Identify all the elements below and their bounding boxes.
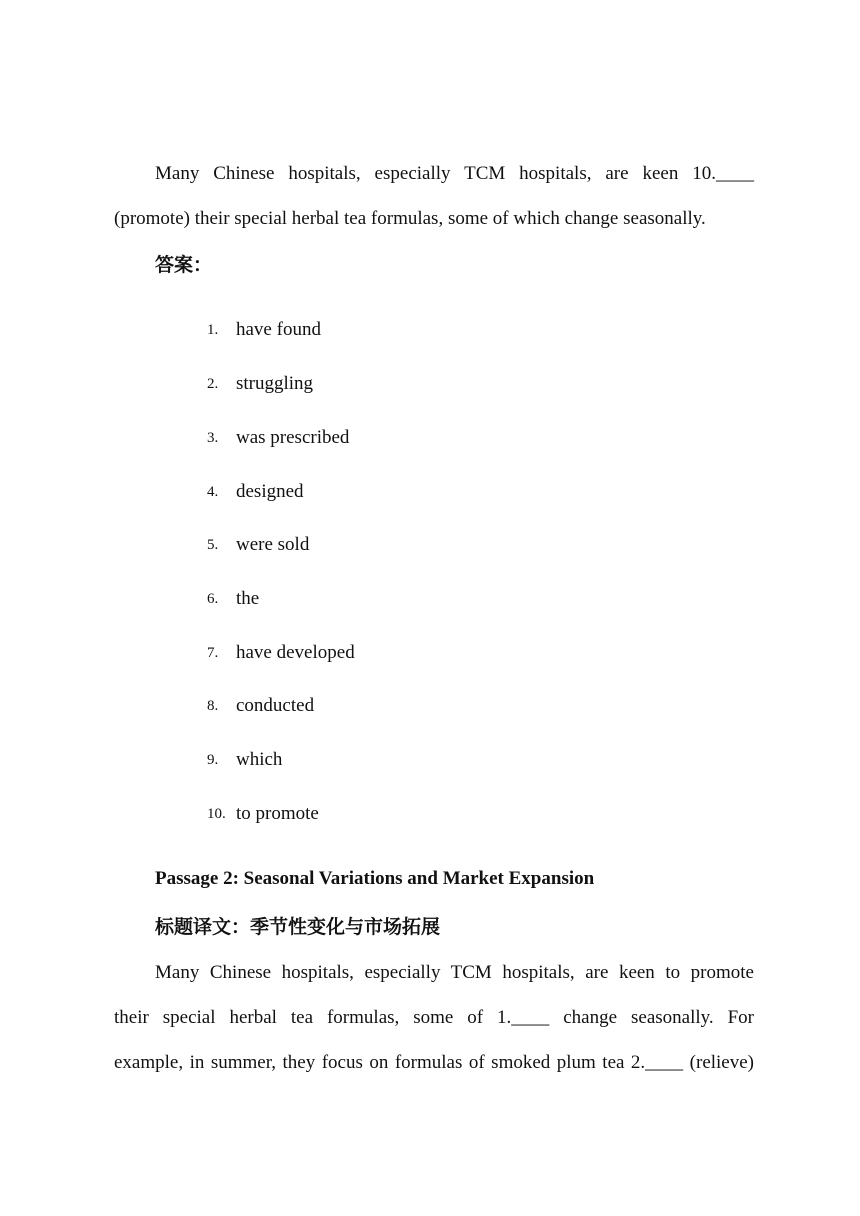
list-item — [0, 465, 860, 519]
answers-label: 答案： — [155, 254, 213, 276]
list-item — [0, 787, 860, 841]
answer-text: have developed — [236, 642, 355, 663]
answer-text: have found — [236, 319, 321, 340]
answer-number: 5. — [207, 537, 219, 553]
answer-number: 7. — [207, 645, 219, 661]
answer-text: which — [236, 749, 283, 770]
answer-text: conducted — [236, 695, 315, 716]
list-item — [0, 357, 860, 411]
answer-text: were sold — [236, 534, 310, 555]
answer-number: 6. — [207, 591, 219, 607]
passage-2-title: Passage 2: Seasonal Variations and Market Expansion — [155, 868, 595, 889]
list-item — [0, 679, 860, 733]
list-item — [0, 518, 860, 572]
passage-2-line-1: Many Chinese hospitals, especially TCM hospitals, are keen to promote — [155, 962, 754, 983]
answer-number: 9. — [207, 752, 219, 768]
list-item — [0, 626, 860, 680]
list-item — [0, 572, 860, 626]
answer-number: 8. — [207, 698, 219, 714]
passage-2-line-2: their special herbal tea formulas, some of 1.____ change seasonally. For — [114, 1007, 754, 1028]
list-item — [0, 411, 860, 465]
passage-2-line-3: example, in summer, they focus on formulas of smoked plum tea 2.____ (relieve) — [114, 1052, 754, 1073]
list-item — [0, 733, 860, 787]
passage-1-line-2: (promote) their special herbal tea formulas, some of which change seasonally. — [114, 208, 706, 229]
answer-text: was prescribed — [236, 427, 350, 448]
answer-text: designed — [236, 481, 304, 502]
answer-number: 2. — [207, 376, 219, 392]
list-item — [0, 303, 860, 357]
answer-number: 1. — [207, 322, 219, 338]
passage-1-line-1: Many Chinese hospitals, especially TCM hospitals, are keen 10.____ — [155, 163, 754, 184]
passage-2-title-translation: 标题译文：季节性变化与市场拓展 — [155, 916, 441, 938]
answer-text: the — [236, 588, 260, 609]
answer-number: 10. — [207, 806, 226, 822]
answer-text: to promote — [236, 803, 319, 824]
answer-text: struggling — [236, 373, 314, 394]
answer-number: 4. — [207, 484, 219, 500]
answer-number: 3. — [207, 430, 219, 446]
